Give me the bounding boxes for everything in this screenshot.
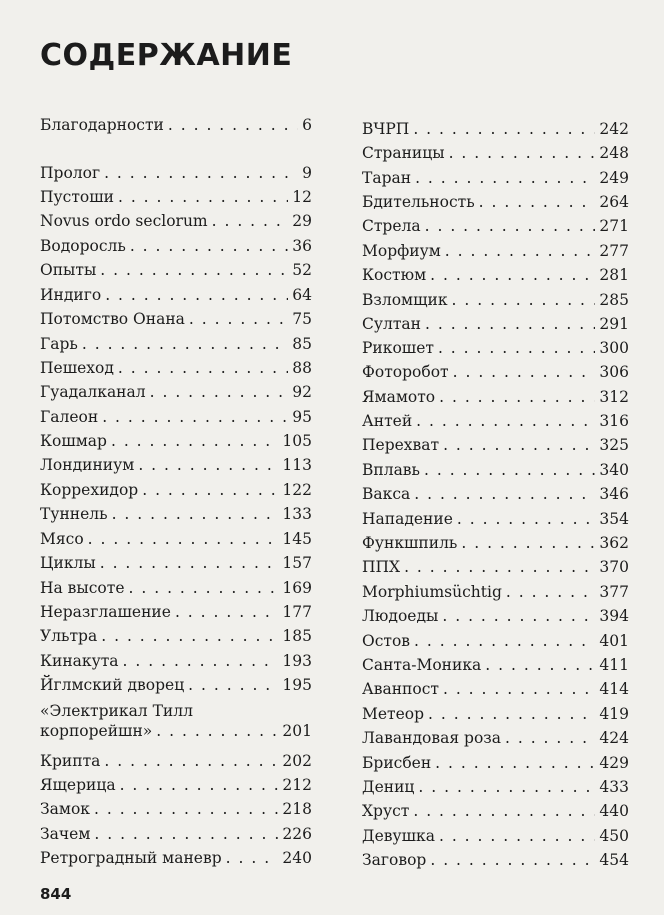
toc-entry-page: 177	[282, 603, 312, 621]
toc-entry-title: Заговор	[362, 851, 427, 869]
toc-entry-title: Остов	[362, 632, 411, 650]
dot-leader	[112, 505, 279, 524]
dot-leader	[188, 676, 278, 695]
toc-entry-title: Лавандовая роза	[362, 729, 501, 747]
toc-entry-title: Гарь	[40, 335, 78, 353]
toc-entry-page: 271	[599, 217, 629, 235]
dot-leader	[452, 291, 596, 310]
dot-leader	[413, 802, 595, 821]
toc-entry-page: 291	[599, 315, 629, 333]
toc-entry-title: Стрела	[362, 217, 421, 235]
toc-entry	[40, 261, 312, 280]
toc-entry-title: Метеор	[362, 705, 425, 723]
toc-entry-page: 122	[282, 481, 312, 499]
dot-leader	[175, 603, 278, 622]
dot-leader	[416, 412, 595, 431]
toc-entry-page: 36	[292, 237, 312, 255]
toc-entry-title: Замок	[40, 800, 90, 818]
toc-entry-page: 169	[282, 579, 312, 597]
toc-entry	[362, 315, 629, 334]
toc-entry-title: Потомство Онана	[40, 310, 185, 328]
toc-entry-title: Morphiumsüchtig	[362, 583, 502, 601]
toc-entry-title: На высоте	[40, 579, 125, 597]
dot-leader	[101, 627, 278, 646]
dot-leader	[461, 534, 595, 553]
toc-entry-title: Опыты	[40, 261, 97, 279]
dot-leader	[118, 359, 288, 378]
dot-leader	[425, 315, 595, 334]
toc-entry-title: Перехват	[362, 436, 440, 454]
toc-entry-title: Водоросль	[40, 237, 126, 255]
dot-leader	[414, 485, 595, 504]
dot-leader	[138, 456, 278, 475]
toc-entry-page: 92	[292, 383, 312, 401]
toc-entry	[362, 436, 629, 455]
toc-entry-page: 312	[599, 388, 629, 406]
dot-leader	[425, 217, 596, 236]
toc-entry	[362, 534, 629, 553]
dot-leader	[443, 680, 595, 699]
toc-entry-title: Ящерица	[40, 776, 116, 794]
dot-leader	[130, 237, 288, 256]
dot-leader	[118, 188, 288, 207]
dot-leader	[94, 800, 278, 819]
toc-entry-page: 429	[599, 754, 629, 772]
toc-entry-page: 248	[599, 144, 629, 162]
toc-entry	[362, 485, 629, 504]
toc-entry	[362, 802, 629, 821]
toc-entry	[40, 603, 312, 622]
toc-entry	[362, 754, 629, 773]
toc-entry	[362, 388, 629, 407]
toc-entry-page: 377	[599, 583, 629, 601]
dot-leader	[439, 388, 595, 407]
toc-entry-title: Санта-Моника	[362, 656, 482, 674]
toc-entry-page: 212	[282, 776, 312, 794]
toc-entry	[362, 363, 629, 382]
toc-entry	[40, 164, 312, 183]
toc-entry	[362, 558, 629, 577]
dot-leader	[430, 266, 595, 285]
toc-entry-title: Страницы	[362, 144, 445, 162]
toc-entry-page: 52	[292, 261, 312, 279]
toc-entry	[40, 579, 312, 598]
dot-leader	[156, 721, 278, 741]
toc-entry	[40, 408, 312, 427]
toc-entry	[40, 335, 312, 354]
dot-leader	[424, 461, 595, 480]
toc-entry-title: Султан	[362, 315, 421, 333]
toc-entry-page: 411	[599, 656, 629, 674]
toc-entry	[362, 632, 629, 651]
toc-entry-title: Кинакута	[40, 652, 119, 670]
page-title: СОДЕРЖАНИЕ	[40, 38, 293, 73]
toc-entry-page: 240	[282, 849, 312, 867]
toc-entry	[362, 778, 629, 797]
dot-leader	[418, 778, 595, 797]
toc-entry-page: 285	[599, 291, 629, 309]
toc-entry-title: Пролог	[40, 164, 101, 182]
toc-entry-title: Мясо	[40, 530, 84, 548]
toc-entry	[362, 680, 629, 699]
toc-entry	[40, 752, 312, 771]
toc-entry-title: Хруст	[362, 802, 410, 820]
dot-leader	[428, 705, 595, 724]
toc-entry-page: 419	[599, 705, 629, 723]
toc-entry-page: 370	[599, 558, 629, 576]
toc-entry-title: Коррехидор	[40, 481, 139, 499]
toc-entry	[362, 412, 629, 431]
toc-entry-page: 88	[292, 359, 312, 377]
toc-entry-title: Аванпост	[362, 680, 439, 698]
toc-entry	[362, 729, 629, 748]
toc-entry-title: Девушка	[362, 827, 435, 845]
toc-entry	[362, 656, 629, 675]
toc-entry	[40, 849, 312, 868]
toc-entry	[362, 461, 629, 480]
dot-leader	[212, 212, 289, 231]
toc-entry-page: 316	[599, 412, 629, 430]
dot-leader	[129, 579, 279, 598]
toc-entry-title: Вплавь	[362, 461, 420, 479]
toc-entry-page: 133	[282, 505, 312, 523]
toc-entry-title: Таран	[362, 169, 412, 187]
toc-entry-title: Гуадалканал	[40, 383, 146, 401]
toc-entry-page: 450	[599, 827, 629, 845]
toc-entry-title: ППХ	[362, 558, 401, 576]
toc-entry	[40, 212, 312, 231]
toc-entry-title: Индиго	[40, 286, 102, 304]
toc-entry-page: 218	[282, 800, 312, 818]
toc-entry-page: 424	[599, 729, 629, 747]
toc-entry	[362, 851, 629, 870]
toc-entry-title: Ультра	[40, 627, 98, 645]
toc-entry	[40, 237, 312, 256]
dot-leader	[120, 776, 279, 795]
toc-entry	[362, 144, 629, 163]
toc-entry	[40, 188, 312, 207]
dot-leader	[104, 164, 298, 183]
toc-entry-page: 264	[599, 193, 629, 211]
toc-entry-title: Благодарности	[40, 116, 164, 134]
dot-leader	[100, 261, 288, 280]
dot-leader	[123, 652, 279, 671]
toc-entry-title: «Электрикал Тилл	[40, 702, 193, 720]
dot-leader	[439, 827, 595, 846]
toc-entry-page: 95	[292, 408, 312, 426]
toc-entry-page: 185	[282, 627, 312, 645]
toc-entry-title: Взломщик	[362, 291, 448, 309]
dot-leader	[479, 193, 596, 212]
dot-leader	[189, 310, 288, 329]
toc-entry	[362, 193, 629, 212]
toc-entry-page: 113	[282, 456, 312, 474]
toc-entry-page: 433	[599, 778, 629, 796]
toc-entry	[40, 800, 312, 819]
dot-leader	[102, 408, 288, 427]
toc-entry-page: 157	[282, 554, 312, 572]
toc-entry-page: 340	[599, 461, 629, 479]
toc-entry	[40, 554, 312, 573]
dot-leader	[457, 510, 596, 529]
toc-entry-page: 202	[282, 752, 312, 770]
dot-leader	[94, 825, 278, 844]
toc-entry-page: 249	[599, 169, 629, 187]
toc-entry-title: Рикошет	[362, 339, 434, 357]
dot-leader	[413, 120, 595, 139]
toc-entry-title: Галеон	[40, 408, 99, 426]
toc-entry-title: ВЧРП	[362, 120, 410, 138]
toc-entry-page: 145	[282, 530, 312, 548]
page-number: 844	[40, 885, 72, 903]
toc-entry-page: 64	[292, 286, 312, 304]
toc-entry-page: 9	[302, 164, 312, 182]
toc-entry-page: 394	[599, 607, 629, 625]
toc-entry-page: 29	[292, 212, 312, 230]
toc-entry-title: Пешеход	[40, 359, 114, 377]
toc-entry-title: Крипта	[40, 752, 101, 770]
toc-entry-title: Лондиниум	[40, 456, 135, 474]
toc-entry	[362, 291, 629, 310]
toc-entry-page: 306	[599, 363, 629, 381]
toc-entry-page: 281	[599, 266, 629, 284]
toc-entry-title: Ямамото	[362, 388, 436, 406]
toc-entry	[40, 505, 312, 524]
dot-leader	[142, 481, 278, 500]
toc-entry-page: 401	[599, 632, 629, 650]
toc-entry-page: 75	[292, 310, 312, 328]
toc-entry	[40, 481, 312, 500]
toc-entry	[362, 510, 629, 529]
toc-entry	[40, 530, 312, 549]
toc-entry	[40, 652, 312, 671]
toc-entry	[362, 339, 629, 358]
toc-entry-title: Novus ordo seclorum	[40, 212, 208, 230]
dot-leader	[150, 383, 289, 402]
toc-entry	[40, 627, 312, 646]
dot-leader	[438, 339, 595, 358]
toc-entry	[362, 242, 629, 261]
toc-entry-page: 85	[292, 335, 312, 353]
dot-leader	[88, 530, 279, 549]
toc-entry	[40, 825, 312, 844]
toc-entry-page: 346	[599, 485, 629, 503]
dot-leader	[435, 754, 595, 773]
toc-entry-title: Зачем	[40, 825, 91, 843]
toc-entry	[362, 607, 629, 626]
toc-entry-page: 201	[282, 722, 312, 740]
toc-entry-page: 12	[292, 188, 312, 206]
toc-entry-title: Костюм	[362, 266, 427, 284]
toc-entry	[40, 676, 312, 695]
dot-leader	[505, 729, 595, 748]
toc-entry-page: 454	[599, 851, 629, 869]
toc-entry-title: корпорейшн»	[40, 722, 153, 740]
dot-leader	[415, 169, 595, 188]
toc-entry-page: 354	[599, 510, 629, 528]
toc-entry	[362, 120, 629, 139]
toc-entry	[40, 456, 312, 475]
toc-entry-title: Нападение	[362, 510, 453, 528]
toc-entry-title: Ретроградный маневр	[40, 849, 222, 867]
dot-leader	[226, 849, 279, 868]
toc-entry-page: 277	[599, 242, 629, 260]
toc-entry	[362, 583, 629, 602]
toc-entry-page: 193	[282, 652, 312, 670]
toc-entry-title: Фоторобот	[362, 363, 449, 381]
toc-entry-page: 195	[282, 676, 312, 694]
dot-leader	[105, 286, 288, 305]
toc-entry	[362, 217, 629, 236]
dot-leader	[443, 436, 595, 455]
dot-leader	[430, 851, 595, 870]
toc-entry-title: Антей	[362, 412, 413, 430]
toc-entry-title: Дениц	[362, 778, 415, 796]
dot-leader	[104, 752, 278, 771]
toc-entry-title: Брисбен	[362, 754, 432, 772]
toc-entry	[40, 359, 312, 378]
dot-leader	[453, 363, 596, 382]
dot-leader	[442, 607, 595, 626]
toc-entry	[40, 310, 312, 329]
dot-leader	[445, 242, 596, 261]
toc-entry	[40, 701, 312, 741]
dot-leader	[449, 144, 596, 163]
toc-entry-page: 242	[599, 120, 629, 138]
toc-entry-page: 414	[599, 680, 629, 698]
toc-entry-page: 6	[302, 116, 312, 134]
toc-entry	[362, 169, 629, 188]
dot-leader	[82, 335, 288, 354]
toc-entry	[362, 827, 629, 846]
dot-leader	[506, 583, 596, 602]
toc-entry	[362, 705, 629, 724]
dot-leader	[100, 554, 279, 573]
toc-entry-title: Функшпиль	[362, 534, 458, 552]
dot-leader	[111, 432, 278, 451]
toc-entry-title: Морфиум	[362, 242, 441, 260]
toc-entry-title: Вакса	[362, 485, 411, 503]
dot-leader	[485, 656, 595, 675]
toc-entry	[40, 116, 312, 135]
toc-entry	[40, 432, 312, 451]
toc-entry	[362, 266, 629, 285]
toc-entry-page: 226	[282, 825, 312, 843]
toc-entry-title: Неразглашение	[40, 603, 171, 621]
toc-entry-page: 440	[599, 802, 629, 820]
toc-entry-page: 105	[282, 432, 312, 450]
toc-entry-title: Пустоши	[40, 188, 114, 206]
toc-entry	[40, 383, 312, 402]
dot-leader	[168, 116, 298, 135]
toc-entry-page: 300	[599, 339, 629, 357]
toc-entry-title: Людоеды	[362, 607, 439, 625]
toc-entry-title: Туннель	[40, 505, 108, 523]
toc-entry	[40, 776, 312, 795]
toc-entry-page: 325	[599, 436, 629, 454]
toc-entry-title: Циклы	[40, 554, 96, 572]
toc-entry-title: Кошмар	[40, 432, 107, 450]
dot-leader	[414, 632, 595, 651]
toc-entry-title: Бдительность	[362, 193, 475, 211]
toc-entry	[40, 286, 312, 305]
toc-entry-page: 362	[599, 534, 629, 552]
toc-entry-title: Йглмский дворец	[40, 676, 185, 694]
dot-leader	[404, 558, 595, 577]
